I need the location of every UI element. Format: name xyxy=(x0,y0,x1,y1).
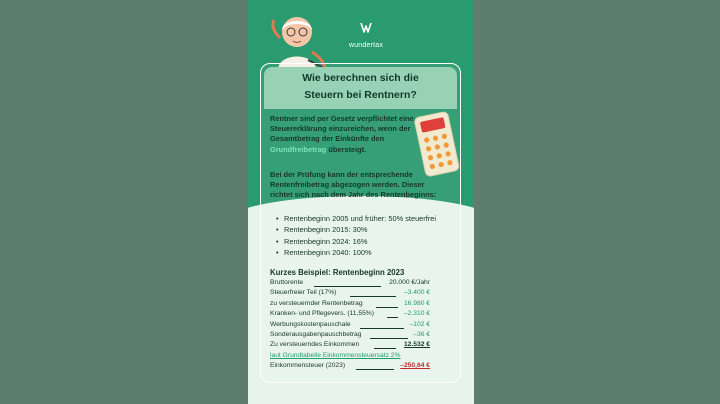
example-calculation xyxy=(270,279,430,373)
calc-leader-line xyxy=(314,286,381,287)
calc-value: –250,64 € xyxy=(400,362,430,370)
calc-leader-line xyxy=(360,328,404,329)
calc-label: Sonderausgabenpauschbetrag xyxy=(270,330,362,338)
calc-label: Werbungskostenpauschale xyxy=(270,320,351,328)
rentenbeginn-list xyxy=(276,213,466,258)
calc-row xyxy=(270,300,430,310)
left-backdrop xyxy=(0,0,248,404)
calc-label: Steuerfreier Teil (17%) xyxy=(270,289,337,297)
phone-frame xyxy=(248,0,474,404)
calc-row xyxy=(270,321,430,331)
calc-value: –2.310 € xyxy=(403,310,430,318)
calc-value: 20.000 €/Jahr xyxy=(389,279,430,286)
title-line-2: Steuern bei Rentnern? xyxy=(304,89,417,101)
calc-leader-line xyxy=(350,296,396,297)
intro-text-2: übersteigt. xyxy=(326,144,367,154)
intro-highlight: Grundfreibetrag xyxy=(270,144,327,154)
page-title xyxy=(264,70,457,104)
list-item: • Rentenbeginn 2005 und früher: 50% steuerfrei xyxy=(276,213,466,224)
grandparent-avatar-icon xyxy=(268,8,326,70)
intro-text-1: Rentner sind per Gesetz verpflichtet eine Steuererklärung einzureichen, wenn der Gesamtbetrag der Einkünfte den xyxy=(270,114,414,144)
calc-row xyxy=(270,331,430,341)
calc-row xyxy=(270,289,430,299)
list-item: • Rentenbeginn 2024: 16% xyxy=(276,236,466,247)
example-title: Kurzes Beispiel: Rentenbeginn 2023 xyxy=(270,268,405,277)
calc-label: Bruttorente xyxy=(270,279,304,286)
calc-leader-line xyxy=(356,369,394,370)
calc-value: 16.980 € xyxy=(403,299,430,307)
calc-leader-line xyxy=(376,307,398,308)
list-item: • Rentenbeginn 2015: 30% xyxy=(276,224,466,235)
calc-label: Einkommensteuer (2023) xyxy=(270,362,346,370)
calc-value: –36 € xyxy=(413,330,430,338)
calc-row xyxy=(270,352,430,362)
calc-label: Zu versteuerndes Einkommen xyxy=(270,341,360,349)
brand xyxy=(338,20,394,49)
calc-leader-line xyxy=(374,348,396,349)
calc-row xyxy=(270,341,430,351)
calc-label: zu versteuernder Rentenbetrag xyxy=(270,299,363,307)
calc-leader-line xyxy=(387,317,398,318)
calc-value: –3.400 € xyxy=(403,289,430,297)
tax-rate-note: laut Grundtabelle Einkommensteuersatz 2% xyxy=(270,351,401,359)
calc-row xyxy=(270,362,430,372)
right-backdrop xyxy=(474,0,720,404)
calc-row xyxy=(270,310,430,320)
calc-leader-line xyxy=(370,338,408,339)
calc-value: 12.532 € xyxy=(403,341,430,349)
list-item: • Rentenbeginn 2040: 100% xyxy=(276,247,466,258)
title-line-1: Wie berechnen sich die xyxy=(302,72,419,84)
wundertax-logo-icon xyxy=(359,20,373,34)
calc-value: –102 € xyxy=(409,320,430,328)
intro-paragraph xyxy=(270,114,420,155)
calc-label: Kranken- und Pflegevers. (11,55%) xyxy=(270,310,374,318)
brand-name: wundertax xyxy=(348,42,384,49)
calc-row xyxy=(270,279,430,289)
freibetrag-paragraph: Bei der Prüfung kann der entsprechende Rentenfreibetrag abgezogen werden. Dieser richtet sich nach dem Jahr des Rentenbeginns: xyxy=(270,170,437,200)
